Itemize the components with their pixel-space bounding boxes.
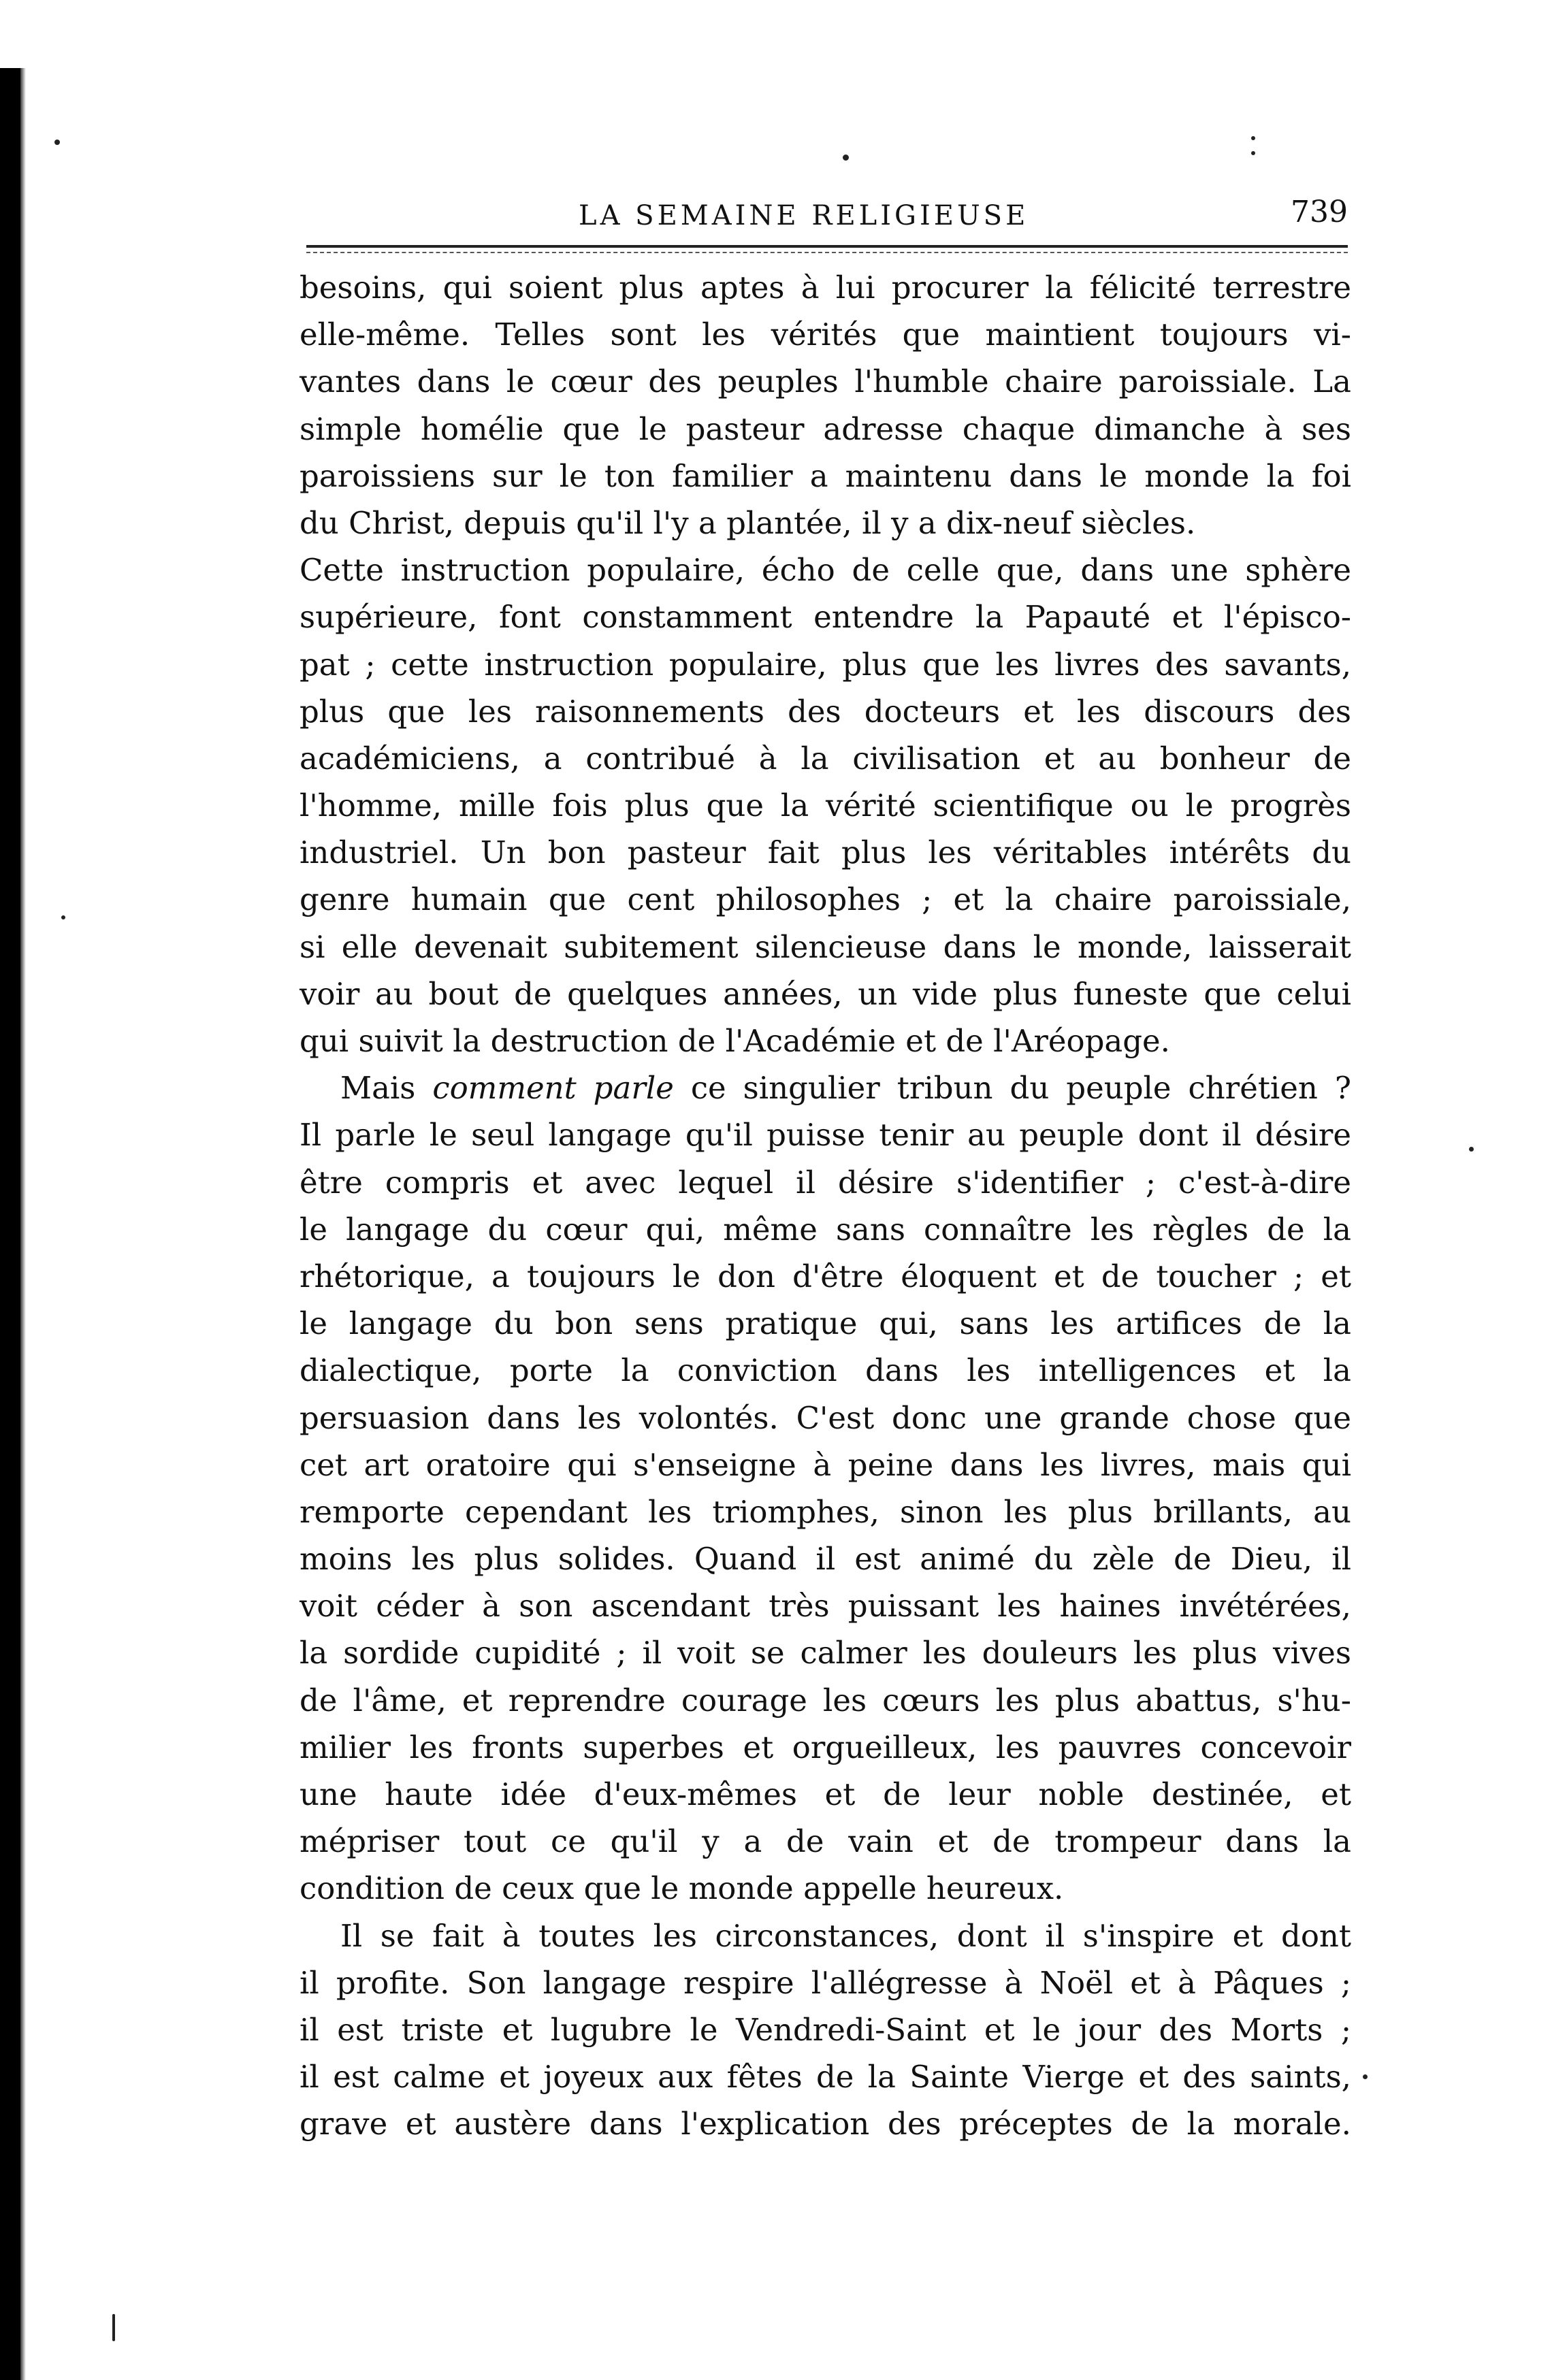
- scan-speck: [843, 154, 849, 161]
- text-line: rhétorique, a toujours le don d'être éloquent et de toucher ; et: [300, 1258, 1351, 1294]
- body-text: [300, 264, 1351, 2148]
- text-line: il est calme et joyeux aux fêtes de la Sainte Vierge et des saints,: [300, 2059, 1351, 2096]
- text-line: elle-même. Telles sont les vérités que maintient toujours vi-: [300, 316, 1351, 353]
- text-line: être compris et avec lequel il désire s'identifier ; c'est-à-dire: [300, 1164, 1351, 1201]
- text-line: remporte cependant les triomphes, sinon les plus brillants, au: [300, 1493, 1351, 1530]
- text-line: Il parle le seul langage qu'il puisse tenir au peuple dont il désire: [300, 1117, 1351, 1154]
- text-line: vantes dans le cœur des peuples l'humble chaire paroissiale. La: [300, 363, 1351, 400]
- text-line: le langage du cœur qui, même sans connaître les règles de la: [300, 1211, 1351, 1248]
- running-head: [306, 195, 1348, 235]
- text-line: pat ; cette instruction populaire, plus que les livres des savants,: [300, 646, 1351, 683]
- header-rule-thin: [306, 252, 1348, 253]
- text-line: Cette instruction populaire, écho de celle que, dans une sphère: [300, 552, 1351, 589]
- text-line: Mais comment parle ce singulier tribun du peuple chrétien ?: [340, 1070, 1352, 1107]
- scan-speck: [1251, 136, 1255, 140]
- text-line: voit céder à son ascendant très puissant les haines invétérées,: [300, 1588, 1351, 1625]
- text-line: de l'âme, et reprendre courage les cœurs les plus abattus, s'hu-: [300, 1682, 1351, 1718]
- text-line: il est triste et lugubre le Vendredi-Saint et le jour des Morts ;: [300, 2011, 1351, 2048]
- text-line: genre humain que cent philosophes ; et la chaire paroissiale,: [300, 881, 1351, 918]
- text-line: dialectique, porte la conviction dans les intelligences et la: [300, 1352, 1351, 1389]
- running-title: LA SEMAINE RELIGIEUSE: [579, 200, 1029, 231]
- text-line: le langage du bon sens pratique qui, sans les artifices de la: [300, 1305, 1351, 1342]
- text-line: mépriser tout ce qu'il y a de vain et de trompeur dans la: [300, 1823, 1351, 1860]
- text-line: paroissiens sur le ton familier a maintenu dans le monde la foi: [300, 457, 1351, 494]
- text-line: du Christ, depuis qu'il l'y a plantée, il y a dix-neuf siècles.: [300, 504, 1196, 541]
- scan-speck: [112, 2314, 115, 2341]
- text-line: il profite. Son langage respire l'allégresse à Noël et à Pâques ;: [300, 1964, 1351, 2001]
- scan-edge-shadow: [0, 68, 20, 2380]
- scan-speck: [1469, 1147, 1474, 1152]
- text-line: moins les plus solides. Quand il est animé du zèle de Dieu, il: [300, 1541, 1351, 1578]
- scan-speck: [1251, 151, 1255, 155]
- scan-speck: [54, 140, 60, 145]
- header-rule: [306, 245, 1348, 248]
- text-line: condition de ceux que le monde appelle heureux.: [300, 1870, 1064, 1907]
- scan-speck: [1363, 2074, 1368, 2079]
- text-line: une haute idée d'eux-mêmes et de leur noble destinée, et: [300, 1776, 1351, 1812]
- text-line: si elle devenait subitement silencieuse dans le monde, laisserait: [300, 928, 1351, 965]
- italic-phrase: comment parle: [432, 1070, 674, 1107]
- text-line: supérieure, font constamment entendre la Papauté et l'épisco-: [300, 599, 1351, 636]
- text-line: grave et austère dans l'explication des préceptes de la morale.: [300, 2106, 1351, 2142]
- text-line: l'homme, mille fois plus que la vérité scientifique ou le progrès: [300, 787, 1351, 824]
- page-number: 739: [1291, 195, 1348, 229]
- text-line: voir au bout de quelques années, un vide plus funeste que celui: [300, 975, 1351, 1012]
- text-line: plus que les raisonnements des docteurs et les discours des: [300, 693, 1351, 730]
- text-line: la sordide cupidité ; il voit se calmer les douleurs les plus vives: [300, 1635, 1351, 1672]
- text-line: persuasion dans les volontés. C'est donc une grande chose que: [300, 1399, 1351, 1436]
- text-line: qui suivit la destruction de l'Académie et de l'Aréopage.: [300, 1023, 1170, 1059]
- text-line: industriel. Un bon pasteur fait plus les véritables intérêts du: [300, 834, 1351, 871]
- text-line: cet art oratoire qui s'enseigne à peine dans les livres, mais qui: [300, 1446, 1351, 1483]
- text-line: académiciens, a contribué à la civilisation et au bonheur de: [300, 740, 1351, 777]
- text-line: Il se fait à toutes les circonstances, dont il s'inspire et dont: [340, 1917, 1351, 1954]
- text-line: simple homélie que le pasteur adresse chaque dimanche à ses: [300, 410, 1351, 447]
- text-line: milier les fronts superbes et orgueilleux, les pauvres concevoir: [300, 1729, 1351, 1765]
- scan-edge-fade: [20, 68, 26, 2380]
- text-line: besoins, qui soient plus aptes à lui procurer la félicité terrestre: [300, 270, 1351, 306]
- scan-speck: [61, 915, 65, 919]
